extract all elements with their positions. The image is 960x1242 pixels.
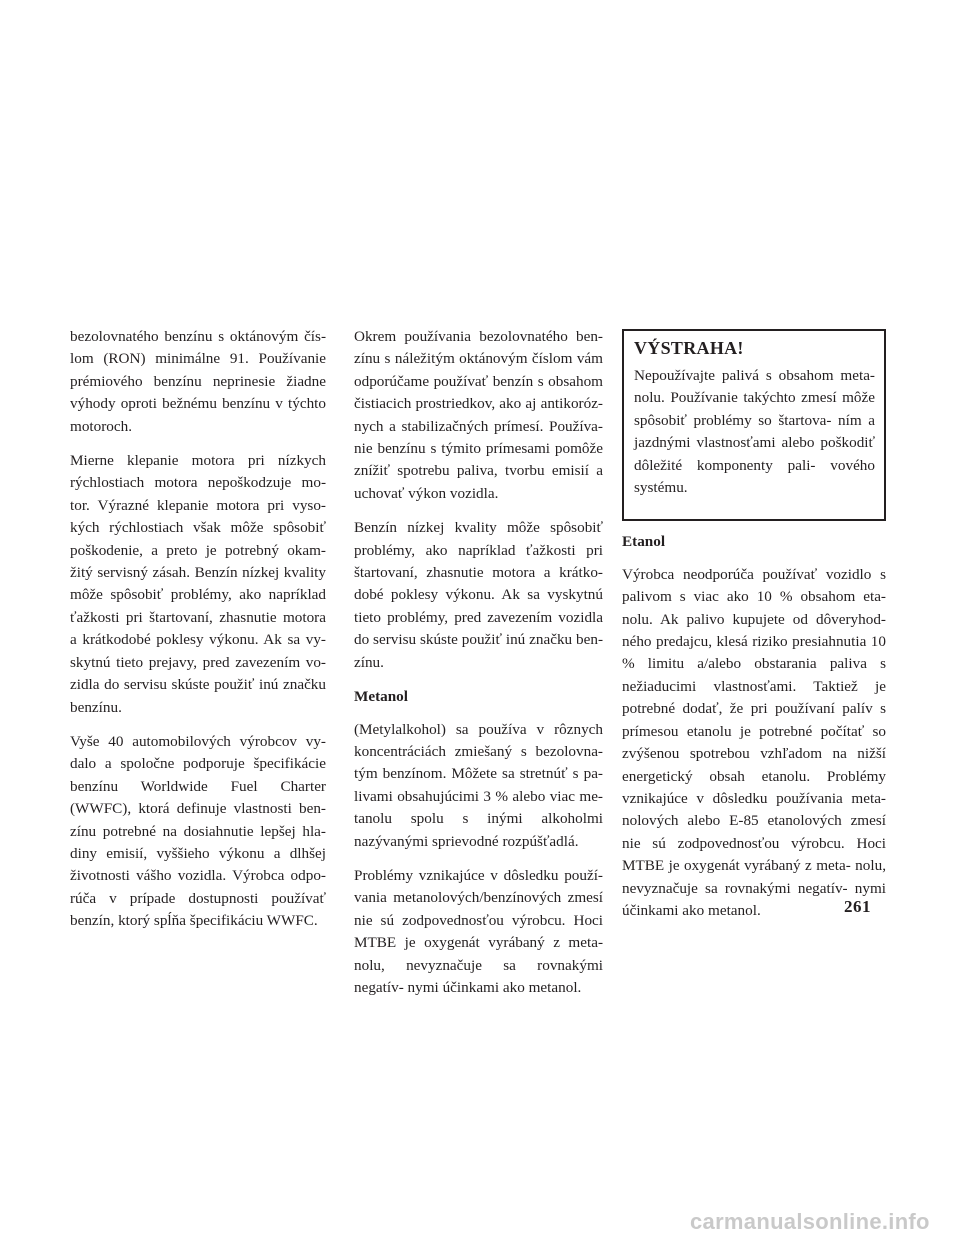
warning-box [622,329,886,521]
paragraph-ethanol: Výrobca neodporúča používať vozidlo s palivom s viac ako 10 % obsahom eta- nolu. Ak palivo kupujete od dôveryhod- ného predajcu, klesá riziko presiahnutia 10 % limitu a/alebo obstarania paliva s nežiaducimi vlastnosťami. Taktiež je potrebné dodať, že pri používaní palív s prímesou etanolu je potrebné počítať so zvýšenou spotrebou vzhľadom na nižší energetický obsah etanolu. Problémy vznikajúce v dôsledku používania meta- nolových alebo E-85 etanolových zmesí nie sú zodpovednosťou výrobcu. Hoci MTBE je oxygenát vyrábaný z meta- nolu, nevyznačuje sa rovnakými negatív- nymi účinkami ako metanol. [622,565,886,919]
paragraph-additives: Okrem používania bezolovnatého ben- zínu s náležitým oktánovým číslom vám odporúčame používať benzín s obsahom čistiacich prostriedkov, ako aj antikoróz- nych a stabilizačných prímesí. Používa- nie benzínu s týmito prímesami pomôže znížiť spotrebu paliva, tvorbu emisií a uchovať výkon vozidla. [354,328,603,502]
paragraph-low-quality-fuel: Benzín nízkej kvality môže spôsobiť problémy, ako napríklad ťažkosti pri štartovaní, zhasnutie motora a krátko- dobé poklesy výkonu. Ak sa vyskytnú tieto problémy, pred zavezením vozidla do servisu skúste použiť inú značku ben- zínu. [354,519,603,671]
heading-ethanol: Etanol [622,533,666,551]
heading-methanol: Metanol [354,688,408,706]
text-column-1 [70,326,326,945]
paragraph-methanol-problems: Problémy vznikajúce v dôsledku použí- vania metanolových/benzínových zmesí nie sú zodpovednosťou výrobcu. Hoci MTBE je oxygenát vyrábaný z meta- nolu, nevyznačuje sa rovnakými negatív- nymi účinkami ako metanol. [354,866,603,996]
watermark: carmanualsonline.info [690,1209,930,1234]
text-column-2 [354,326,603,1011]
paragraph-wwfc: Vyše 40 automobilových výrobcov vy- dalo a spoločne podporuje špecifikácie benzínu Worldwide Fuel Charter (WWFC), ktorá definuje vlastnosti ben- zínu potrebné na dosiahnutie lepšej hla- diny emisií, vyššieho výkonu a dlhšej životnosti vášho vozidla. Výrobca odpo- rúča v prípade dostupnosti používať benzín, ktorý spĺňa špecifikáciu WWFC. [70,732,326,930]
text-column-3 [622,329,886,934]
warning-title: VÝSTRAHA! [634,338,744,358]
paragraph-octane: bezolovnatého benzínu s oktánovým čís- lom (RON) minimálne 91. Používanie prémiového benzínu neprinesie žiadne výhody oproti bežnému benzínu v týchto motoroch. [70,328,326,435]
paragraph-engine-knock: Mierne klepanie motora pri nízkych rýchlostiach motora nepoškodzuje mo- tor. Výrazné klepanie motora pri vyso- kých rýchlostiach však môže spôsobiť poškodenie, a preto je potrebný okam- žitý servisný zásah. Benzín nízkej kvality môže spôsobiť problémy, ako napríklad ťažkosti pri štartovaní, zhasnutie motora a krátkodobé poklesy výkonu. Ak sa vy- skytnú tieto prejavy, pred zavezením vo- zidla do servisu skúste použiť inú značku benzínu. [70,452,326,716]
warning-text: Nepoužívajte palivá s obsahom meta- nolu. Používanie takýchto zmesí môže spôsobiť problémy so štartova- ním a jazdnými vlastnosťami alebo poškodiť dôležité komponenty pali- vového systému. [634,367,875,497]
paragraph-methanol-blends: (Metylalkohol) sa používa v rôznych koncentráciách zmiešaný s bezolovna- tým benzínom. Môžete sa stretnúť s pa- livami obsahujúcimi 3 % alebo viac me- tanolu spolu s inými alkoholmi nazývanými sprievodné rozpúšťadlá. [354,720,603,850]
page-number: 261 [844,897,871,916]
